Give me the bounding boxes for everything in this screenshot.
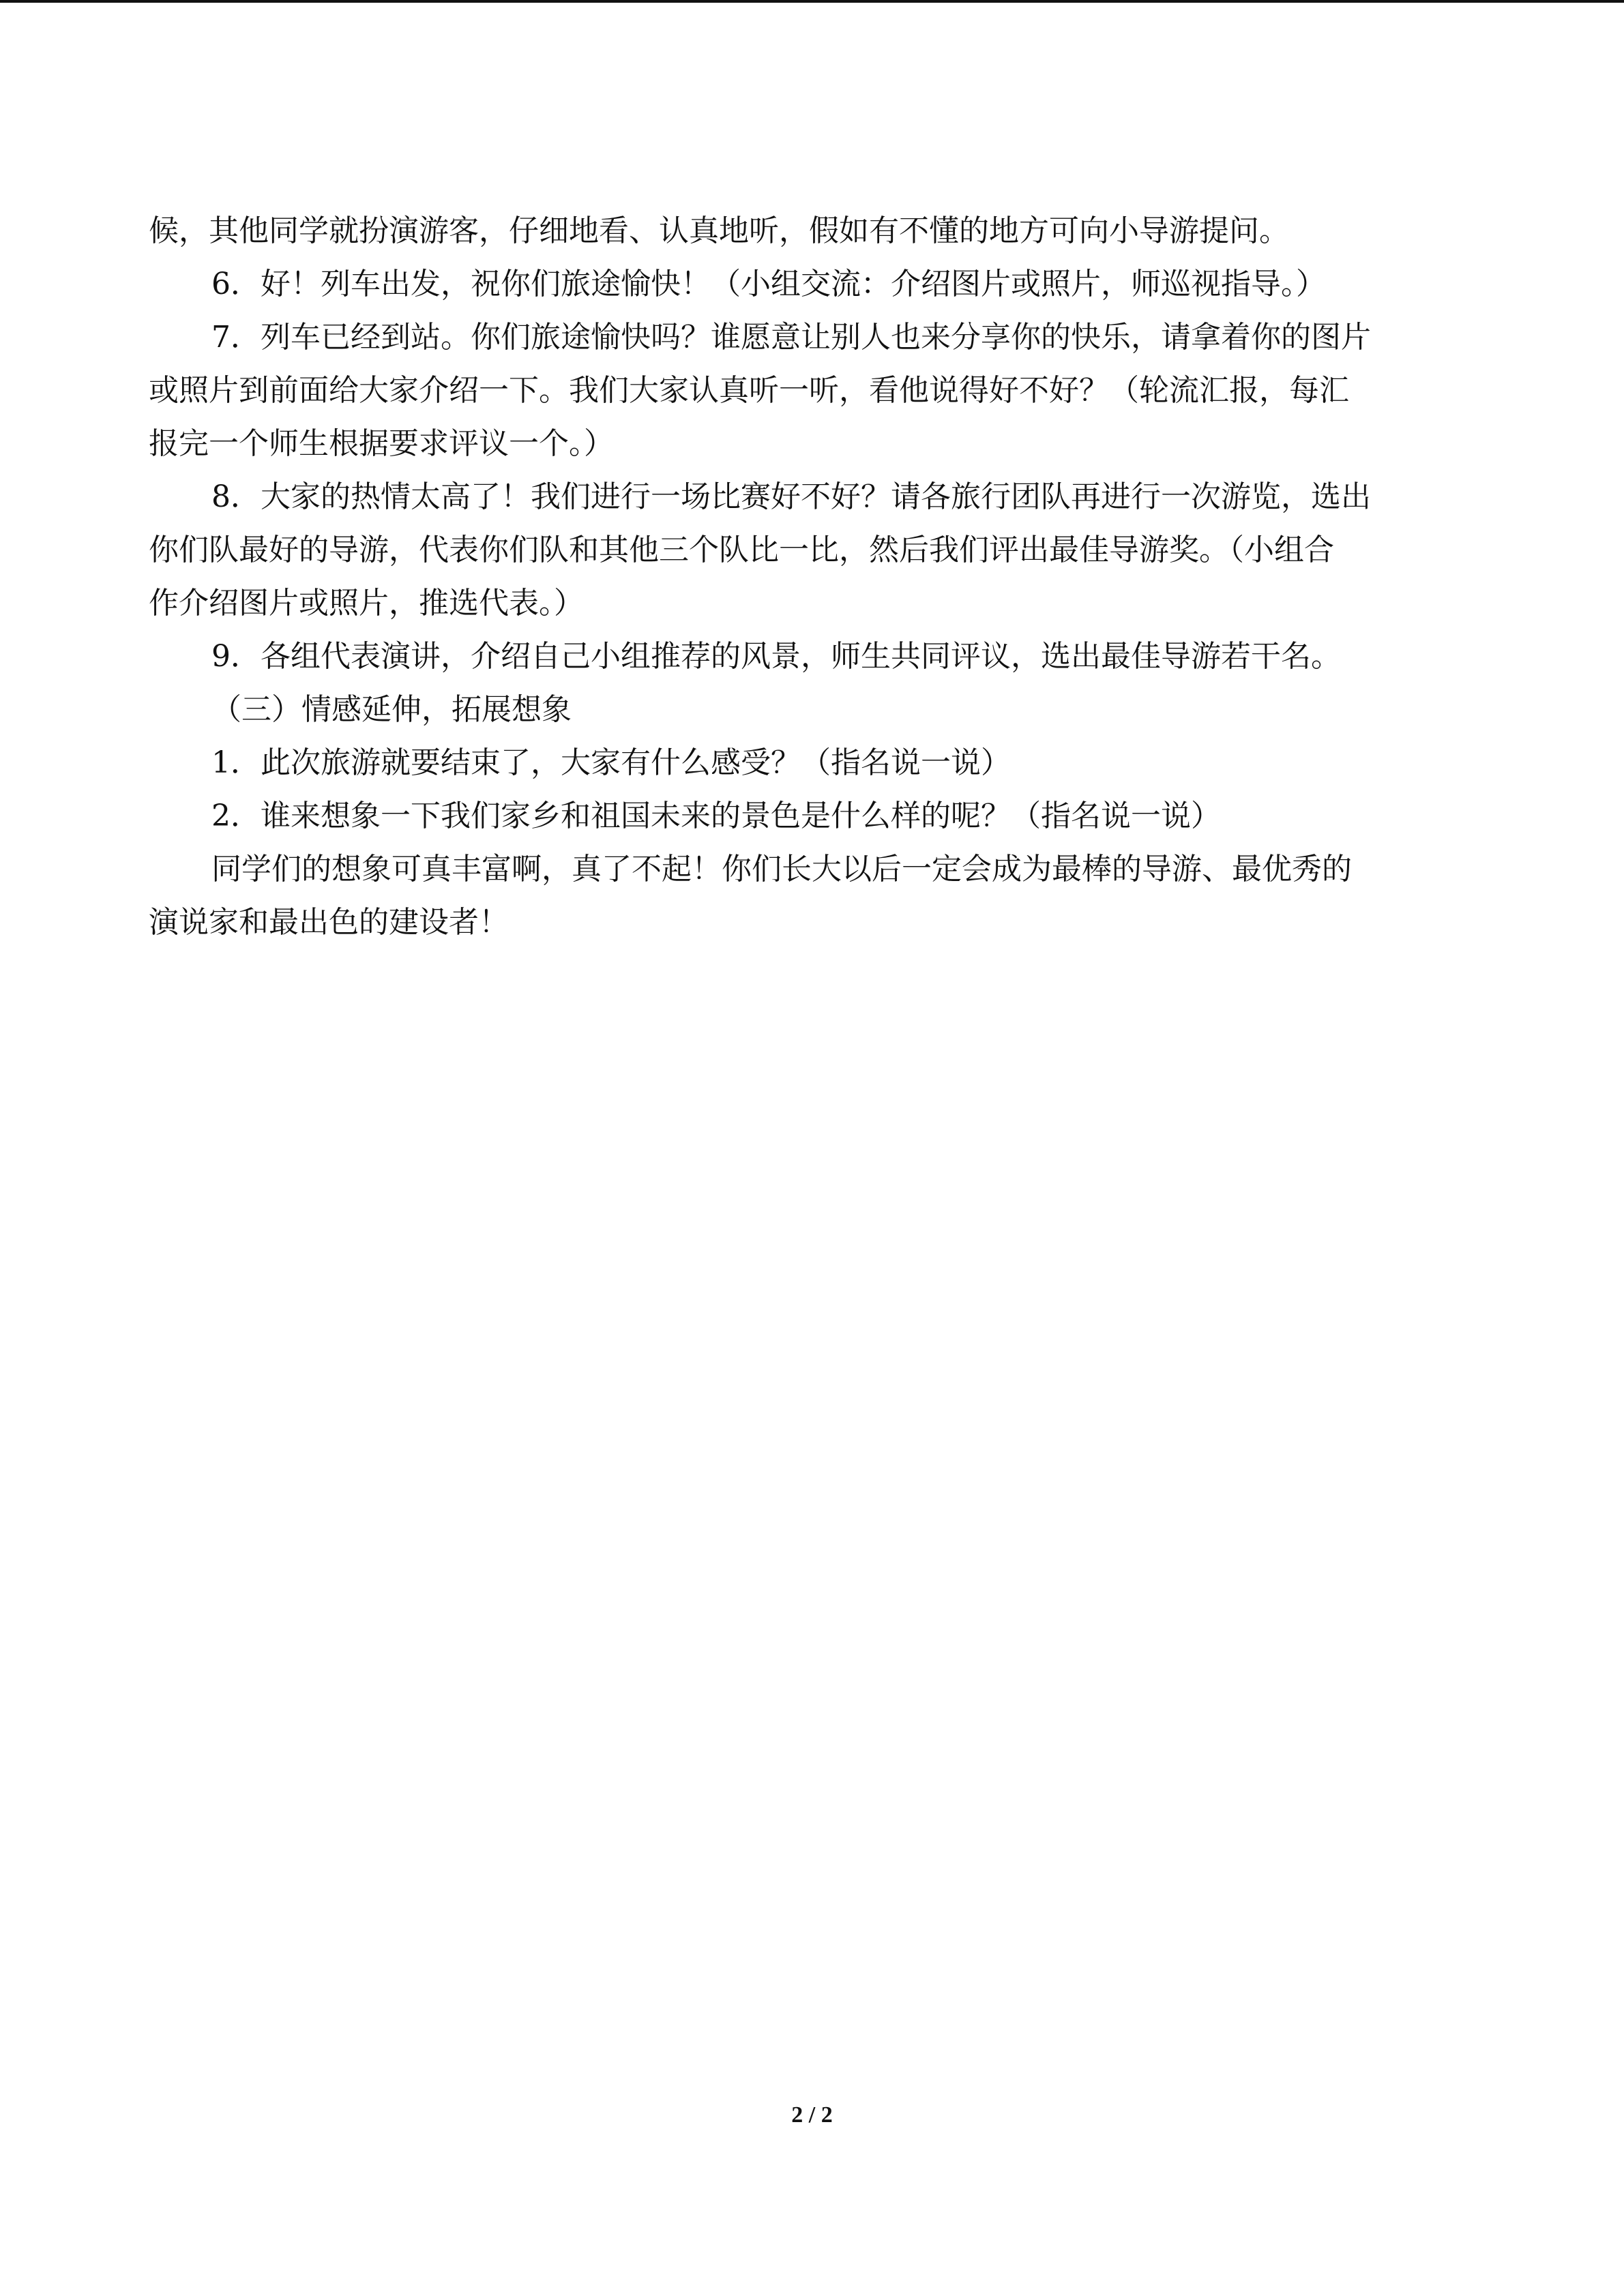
paragraph-line-14: 演说家和最出色的建设者！	[149, 905, 509, 940]
paragraph-line-8: 作介绍图片或照片，推选代表。）	[149, 586, 584, 621]
paragraph-line-1: 候，其他同学就扮演游客，仔细地看、认真地听，假如有不懂的地方可向小导游提问。	[149, 213, 1289, 248]
document-body	[149, 205, 1475, 949]
paragraph-line-12: 2．谁来想象一下我们家乡和祖国未来的景色是什么样的呢？（指名说一说）	[211, 799, 1221, 833]
paragraph-line-6: 8．大家的热情太高了！我们进行一场比赛好不好？请各旅行团队再进行一次游览，选出	[211, 479, 1371, 514]
paragraph-line-7: 你们队最好的导游，代表你们队和其他三个队比一比，然后我们评出最佳导游奖。（小组合	[149, 533, 1334, 567]
page-number: 2 / 2	[791, 2102, 833, 2128]
page-top-border	[0, 0, 1624, 3]
paragraph-line-4: 或照片到前面给大家介绍一下。我们大家认真听一听，看他说得好不好？（轮流汇报，每汇	[149, 373, 1349, 408]
paragraph-line-5: 报完一个师生根据要求评议一个。）	[149, 426, 614, 461]
paragraph-line-11: 1．此次旅游就要结束了，大家有什么感受？（指名说一说）	[211, 745, 1011, 780]
paragraph-line-3: 7．列车已经到站。你们旅途愉快吗？谁愿意让别人也来分享你的快乐，请拿着你的图片	[211, 320, 1371, 355]
paragraph-line-9: 9．各组代表演讲，介绍自己小组推荐的风景，师生共同评议，选出最佳导游若干名。	[211, 639, 1341, 674]
paragraph-line-13: 同学们的想象可真丰富啊，真了不起！你们长大以后一定会成为最棒的导游、最优秀的	[211, 852, 1352, 886]
section-heading: （三）情感延伸，拓展想象	[211, 692, 572, 727]
paragraph-line-2: 6．好！列车出发，祝你们旅途愉快！（小组交流：介绍图片或照片，师巡视指导。）	[211, 267, 1326, 301]
